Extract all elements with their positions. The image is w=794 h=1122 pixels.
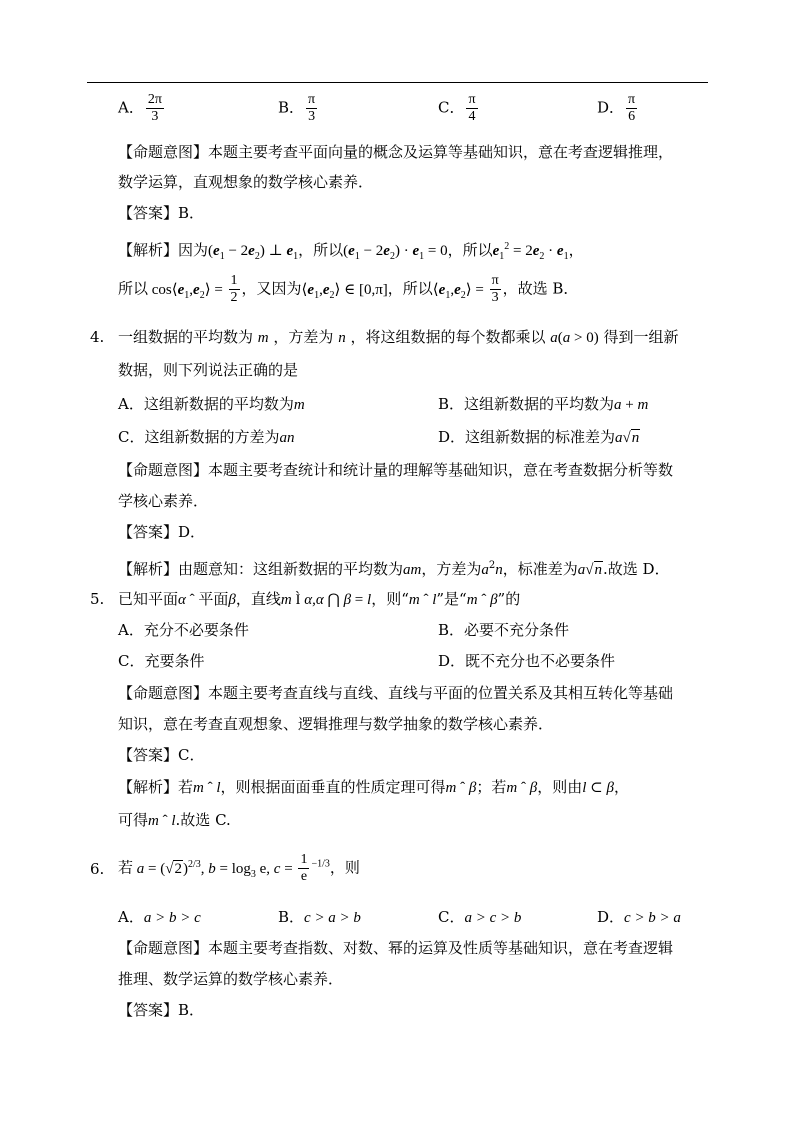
q6-intent-line1: 【命题意图】本题主要考查指数、对数、幂的运算及性质等基础知识，意在考查逻辑 <box>118 939 674 957</box>
header-rule <box>87 82 708 83</box>
q3-option-d: D． $\frac{\pi}{6}$ <box>597 92 636 124</box>
q5-option-c: C．充要条件 <box>118 652 205 670</box>
q5-intent-line2: 知识，意在考查直观想象、逻辑推理与数学抽象的数学核心素养． <box>118 715 554 733</box>
q3-analysis-line1: 【解析】因为$(e_1 - 2e_2)$ ⊥ $e_1$，所以$(e_1 - 2e_2) \cdot e_1 = 0$，所以$e_1^2 = 2e_2 \cdot e_1$， <box>118 241 584 262</box>
q4-option-c: C．这组新数据的方差为an <box>118 428 295 446</box>
q3-intent-line2: 数学运算，直观想象的数学核心素养． <box>118 173 374 191</box>
q4-answer: 【答案】D． <box>118 523 206 541</box>
q6-number: 6. <box>90 860 105 878</box>
q4-option-a: A．这组新数据的平均数为m <box>118 395 305 413</box>
q5-analysis-line1: 【解析】若m ˆ l，则根据面面垂直的性质定理可得m ˆ β；若m ˆ β，则由l ⊂ β， <box>118 778 629 796</box>
q4-stem-line2: 数据，则下列说法正确的是 <box>118 361 299 379</box>
q3-analysis-line2: 所以 $\cos⟨e_1,e_2⟩$ = $\frac{1}{2}$ ，又因为$⟨e_1,e_2⟩$ ∈ [0,π]，所以$⟨e_1,e_2⟩$ = $\frac{\pi}{3}$ ，故选 B． <box>118 273 579 305</box>
q4-option-d: D．这组新数据的标准差为a√n <box>438 428 640 446</box>
q5-intent-line1: 【命题意图】本题主要考查直线与直线、直线与平面的位置关系及其相互转化等基础 <box>118 684 674 702</box>
q4-option-b: B．这组新数据的平均数为a + m <box>438 395 649 413</box>
q4-stem-line1: 一组数据的平均数为 m ，方差为 n ，将这组数据的每个数都乘以 a(a > 0) 得到一组新 <box>118 328 679 346</box>
q6-option-b: B．c > a > b <box>278 908 361 926</box>
q4-intent-line2: 学核心素养． <box>118 492 209 510</box>
q3-option-a: A． $\frac{2\pi}{3}$ <box>118 92 162 124</box>
q5-number: 5. <box>90 590 105 608</box>
q5-analysis-line2: 可得m ˆ l.故选 C. <box>118 811 231 829</box>
q6-answer: 【答案】B． <box>118 1001 205 1019</box>
q6-intent-line2: 推理、数学运算的数学核心素养． <box>118 970 344 988</box>
q5-option-d: D．既不充分也不必要条件 <box>438 652 616 670</box>
q3-option-b: B． $\frac{\pi}{3}$ <box>278 92 316 124</box>
q6-stem: 若 $a = (√2)^{2/3}$, $b = \log_3 e$, c = $\frac{1}{e}$ $^{-1/3}$，则 <box>118 852 360 884</box>
q3-option-c: C． $\frac{\pi}{4}$ <box>438 92 476 124</box>
q5-option-a: A．充分不必要条件 <box>118 621 249 639</box>
q6-option-d: D．c > b > a <box>597 908 681 926</box>
q5-option-b: B．必要不充分条件 <box>438 621 570 639</box>
q3-answer: 【答案】B． <box>118 204 205 222</box>
q6-option-a: A．a > b > c <box>118 908 201 926</box>
q5-answer: 【答案】C． <box>118 746 205 764</box>
q4-intent-line1: 【命题意图】本题主要考查统计和统计量的理解等基础知识，意在考查数据分析等数 <box>118 461 674 479</box>
q6-option-c: C．a > c > b <box>438 908 522 926</box>
q5-stem: 已知平面α ˆ 平面β，直线m Ì α,α ⋂ β = l，则“m ˆ l”是“m ˆ β”的 <box>118 590 521 608</box>
q4-analysis: 【解析】由题意知：这组新数据的平均数为am，方差为$a^2n$，标准差为a√n.故选 D． <box>118 560 670 578</box>
q4-number: 4. <box>90 328 105 346</box>
q3-intent-line1: 【命题意图】本题主要考查平面向量的概念及运算等基础知识，意在考查逻辑推理， <box>118 143 674 161</box>
